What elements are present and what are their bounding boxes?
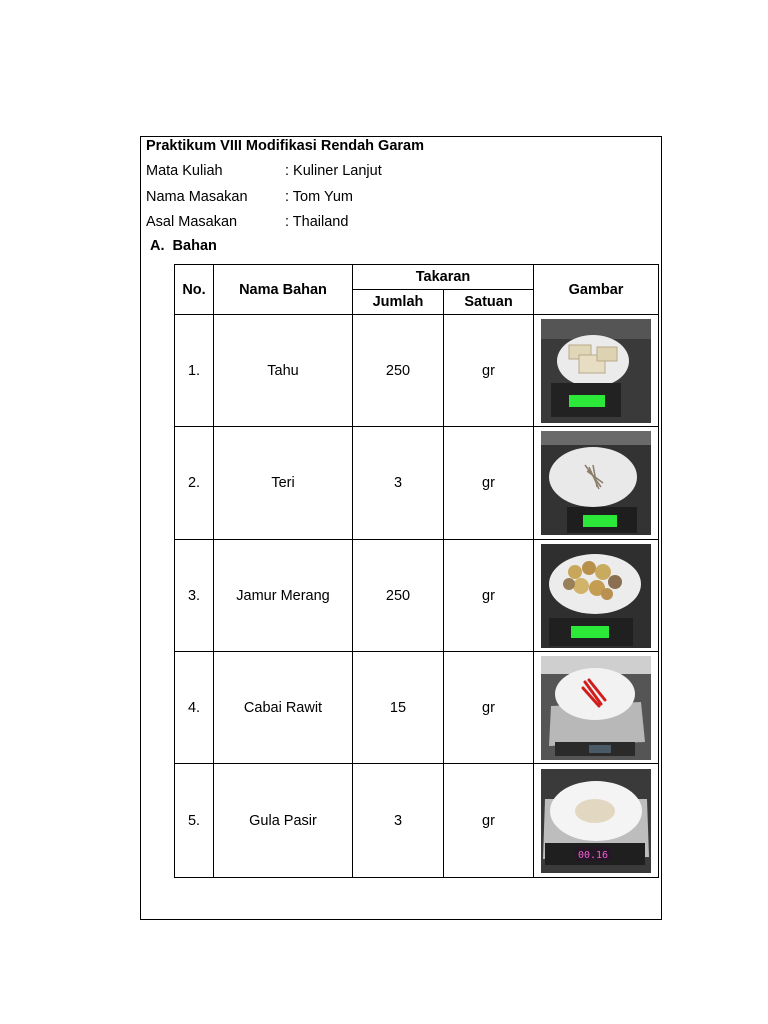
ingredient-unit: gr bbox=[444, 315, 534, 427]
ingredient-amount: 250 bbox=[353, 315, 444, 427]
ingredient-amount: 250 bbox=[353, 540, 444, 652]
ingredient-name: Tahu bbox=[214, 315, 353, 427]
table-row bbox=[175, 315, 659, 427]
ingredient-unit: gr bbox=[444, 540, 534, 652]
header-no: No. bbox=[175, 265, 214, 315]
info-label-asal-masakan: Asal Masakan bbox=[146, 214, 238, 230]
ingredient-photo-cell bbox=[534, 427, 659, 540]
ingredient-photo-cell bbox=[534, 652, 659, 764]
ingredient-name: Cabai Rawit bbox=[214, 652, 353, 764]
header-jumlah: Jumlah bbox=[353, 290, 444, 315]
info-label-nama-masakan: Nama Masakan bbox=[146, 189, 248, 205]
table-row bbox=[175, 652, 659, 764]
ingredient-unit: gr bbox=[444, 652, 534, 764]
ingredients-table bbox=[174, 264, 659, 878]
ingredient-amount: 3 bbox=[353, 427, 444, 540]
tofu-on-scale-photo bbox=[541, 319, 651, 423]
info-label-mata-kuliah: Mata Kuliah bbox=[146, 163, 223, 179]
header-gambar: Gambar bbox=[534, 265, 659, 315]
chili-on-scale-photo bbox=[541, 656, 651, 760]
ingredient-photo-cell bbox=[534, 540, 659, 652]
ingredient-name: Teri bbox=[214, 427, 353, 540]
header-takaran: Takaran bbox=[353, 265, 534, 290]
header-nama-bahan: Nama Bahan bbox=[214, 265, 353, 315]
ingredient-unit: gr bbox=[444, 427, 534, 540]
row-number: 3. bbox=[175, 540, 214, 652]
row-number: 5. bbox=[175, 764, 214, 878]
ingredient-name: Gula Pasir bbox=[214, 764, 353, 878]
ingredient-photo-cell bbox=[534, 315, 659, 427]
table-row bbox=[175, 540, 659, 652]
scale-display-readout: 00.16 bbox=[577, 849, 609, 861]
ingredient-photo-cell bbox=[534, 764, 659, 878]
sugar-on-scale-photo bbox=[541, 769, 651, 873]
row-number: 4. bbox=[175, 652, 214, 764]
info-value-mata-kuliah: : Kuliner Lanjut bbox=[285, 163, 382, 179]
info-value-nama-masakan: : Tom Yum bbox=[285, 189, 353, 205]
ingredient-unit: gr bbox=[444, 764, 534, 878]
table-row bbox=[175, 427, 659, 540]
section-heading-bahan: A. Bahan bbox=[150, 238, 217, 254]
ingredient-amount: 15 bbox=[353, 652, 444, 764]
ingredient-name: Jamur Merang bbox=[214, 540, 353, 652]
header-satuan: Satuan bbox=[444, 290, 534, 315]
document-title: Praktikum VIII Modifikasi Rendah Garam bbox=[146, 138, 424, 154]
anchovy-on-scale-photo bbox=[541, 431, 651, 535]
table-row bbox=[175, 764, 659, 878]
mushroom-on-scale-photo bbox=[541, 544, 651, 648]
info-value-asal-masakan: : Thailand bbox=[285, 214, 349, 230]
row-number: 2. bbox=[175, 427, 214, 540]
row-number: 1. bbox=[175, 315, 214, 427]
ingredient-amount: 3 bbox=[353, 764, 444, 878]
